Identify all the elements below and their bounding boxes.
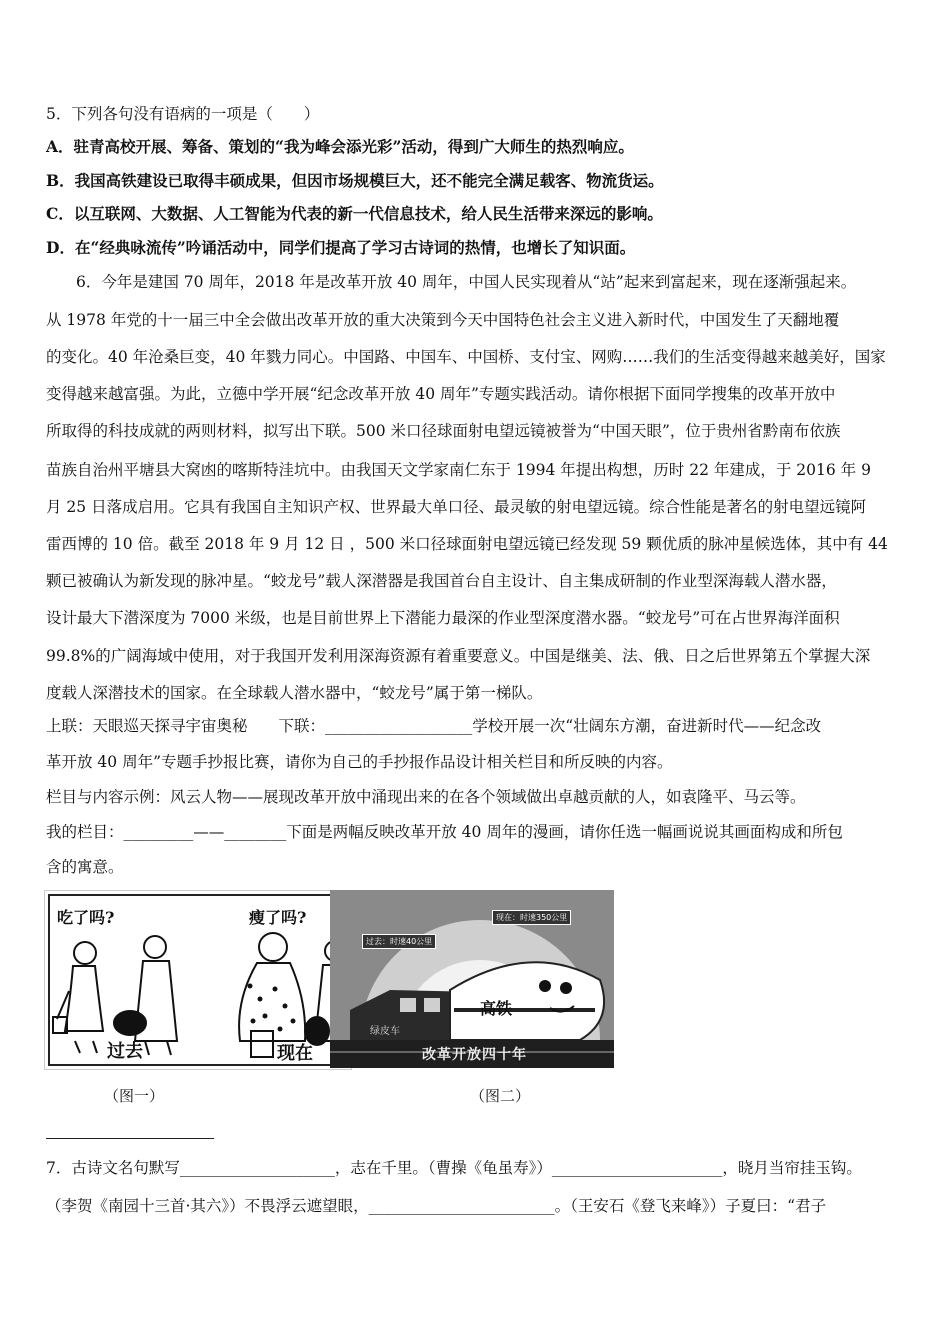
banner-reform-40-years: 改革开放四十年 <box>422 1047 527 1063</box>
q6-line-9: 颗已被确认为新发现的脉冲星。“蛟龙号”载人深潜器是我国首台自主设计、自主集成研制的作业型深海载人潜水器， <box>46 572 837 590</box>
q6-line-8: 雷西博的 10 倍。截至 2018 年 9 月 12 日 ，500 米口径球面射电望远镜已经发现 59 颗优质的脉冲星候选体，其中有 44 <box>46 535 888 553</box>
q6-line-4: 变得越来越富强。为此，立德中学开展“纪念改革开放 40 周年”专题实践活动。请你根据下面同学搜集的改革开放中 <box>46 385 836 403</box>
speech-bubble-past: 吃了吗? <box>57 908 115 927</box>
q6-line-7: 月 25 日落成启用。它具有我国自主知识产权、世界最大单口径、最灵敏的射电望远镜。综合性能是著名的射电望远镜阿 <box>46 498 867 516</box>
label-now: 现在 <box>277 1043 313 1064</box>
q6-line-12: 度载人深潜技术的国家。在全球载人潜水器中，“蛟龙号”属于第一梯队。 <box>46 684 543 702</box>
q6-line-14: 革开放 40 周年”专题手抄报比赛，请你为自己的手抄报作品设计相关栏目和所反映的内容。 <box>46 753 673 771</box>
q6-line-15: 栏目与内容示例：风云人物——展现改革开放中涌现出来的在各个领域做出卓越贡献的人，如袁隆平、马云等。 <box>46 788 806 806</box>
q6-line-16: 我的栏目：_________——________下面是两幅反映改革开放 40 周年的漫画，请你任选一幅画说说其画面构成和所包 <box>46 823 843 841</box>
speech-bubble-now: 瘦了吗? <box>249 908 307 927</box>
q7-line-1: 7．古诗文名句默写____________________，志在千里。（曹操《龟虽寿》）______________________，晓月当帘挂玉钩。 <box>46 1159 862 1177</box>
q6-line-5: 所取得的科技成就的两则材料，拟写出下联。500 米口径球面射电望远镜被誉为“中国天眼”，位于贵州省黔南布依族 <box>46 422 841 440</box>
q5-stem: 5．下列各句没有语病的一项是（ ） <box>46 105 320 123</box>
q6-line-17: 含的寓意。 <box>46 858 124 876</box>
q6-line-2: 从 1978 年党的十一届三中全会做出改革开放的重大决策到今天中国特色社会主义进入新时代，中国发生了天翻地覆 <box>46 311 840 329</box>
high-speed-train-label: 高铁 <box>480 999 513 1018</box>
q5-option-b: B．我国高铁建设已取得丰硕成果，但因市场规模巨大，还不能完全满足载客、物流货运。 <box>46 171 664 190</box>
separator-line <box>46 1138 214 1139</box>
cartoon-2-drawing <box>330 890 614 1068</box>
q7-line-2: （李贺《南园十三首·其六》）不畏浮云遮望眼，________________________。（王安石《登飞来峰》）子夏曰：“君子 <box>46 1197 827 1215</box>
sign-past-speed: 过去：时速40公里 <box>362 934 436 949</box>
q6-line-3: 的变化。40 年沧桑巨变，40 年戮力同心。中国路、中国车、中国桥、支付宝、网购……我们的生活变得越来越美好，国家 <box>46 348 886 366</box>
cartoon-figure-1 <box>44 890 352 1070</box>
q5-option-c: C．以互联网、大数据、人工智能为代表的新一代信息技术，给人民生活带来深远的影响。 <box>46 204 663 223</box>
q6-line-13: 上联：天眼巡天探寻宇宙奥秘 下联：___________________学校开展一次“壮阔东方潮，奋进新时代——纪念改 <box>46 717 822 735</box>
q5-option-a: A．驻青高校开展、筹备、策划的“我为峰会添光彩”活动，得到广大师生的热烈响应。 <box>46 137 634 156</box>
label-past: 过去 <box>107 1041 143 1062</box>
q6-line-1: 6．今年是建国 70 周年，2018 年是改革开放 40 周年，中国人民实现着从“站”起来到富起来，现在逐渐强起来。 <box>76 273 857 291</box>
q5-option-d: D．在“经典咏流传”吟诵活动中，同学们提高了学习古诗词的热情，也增长了知识面。 <box>46 238 636 257</box>
old-train-label: 绿皮车 <box>370 1026 400 1037</box>
cartoon-figure-2 <box>330 890 614 1068</box>
figure-1-caption: （图一） <box>104 1087 165 1105</box>
q6-line-11: 99.8%的广阔海域中使用，对于我国开发利用深海资源有着重要意义。中国是继美、法、俄、日之后世界第五个掌握大深 <box>46 647 871 665</box>
q6-line-10: 设计最大下潜深度为 7000 米级，也是目前世界上下潜能力最深的作业型深度潜水器。“蛟龙号”可在占世界海洋面积 <box>46 609 840 627</box>
figure-2-caption: （图二） <box>470 1087 531 1105</box>
q6-line-6: 苗族自治州平塘县大窝凼的喀斯特洼坑中。由我国天文学家南仁东于 1994 年提出构想，历时 22 年建成，于 2016 年 9 <box>46 461 871 479</box>
sign-now-speed: 现在：时速350公里 <box>492 910 571 925</box>
